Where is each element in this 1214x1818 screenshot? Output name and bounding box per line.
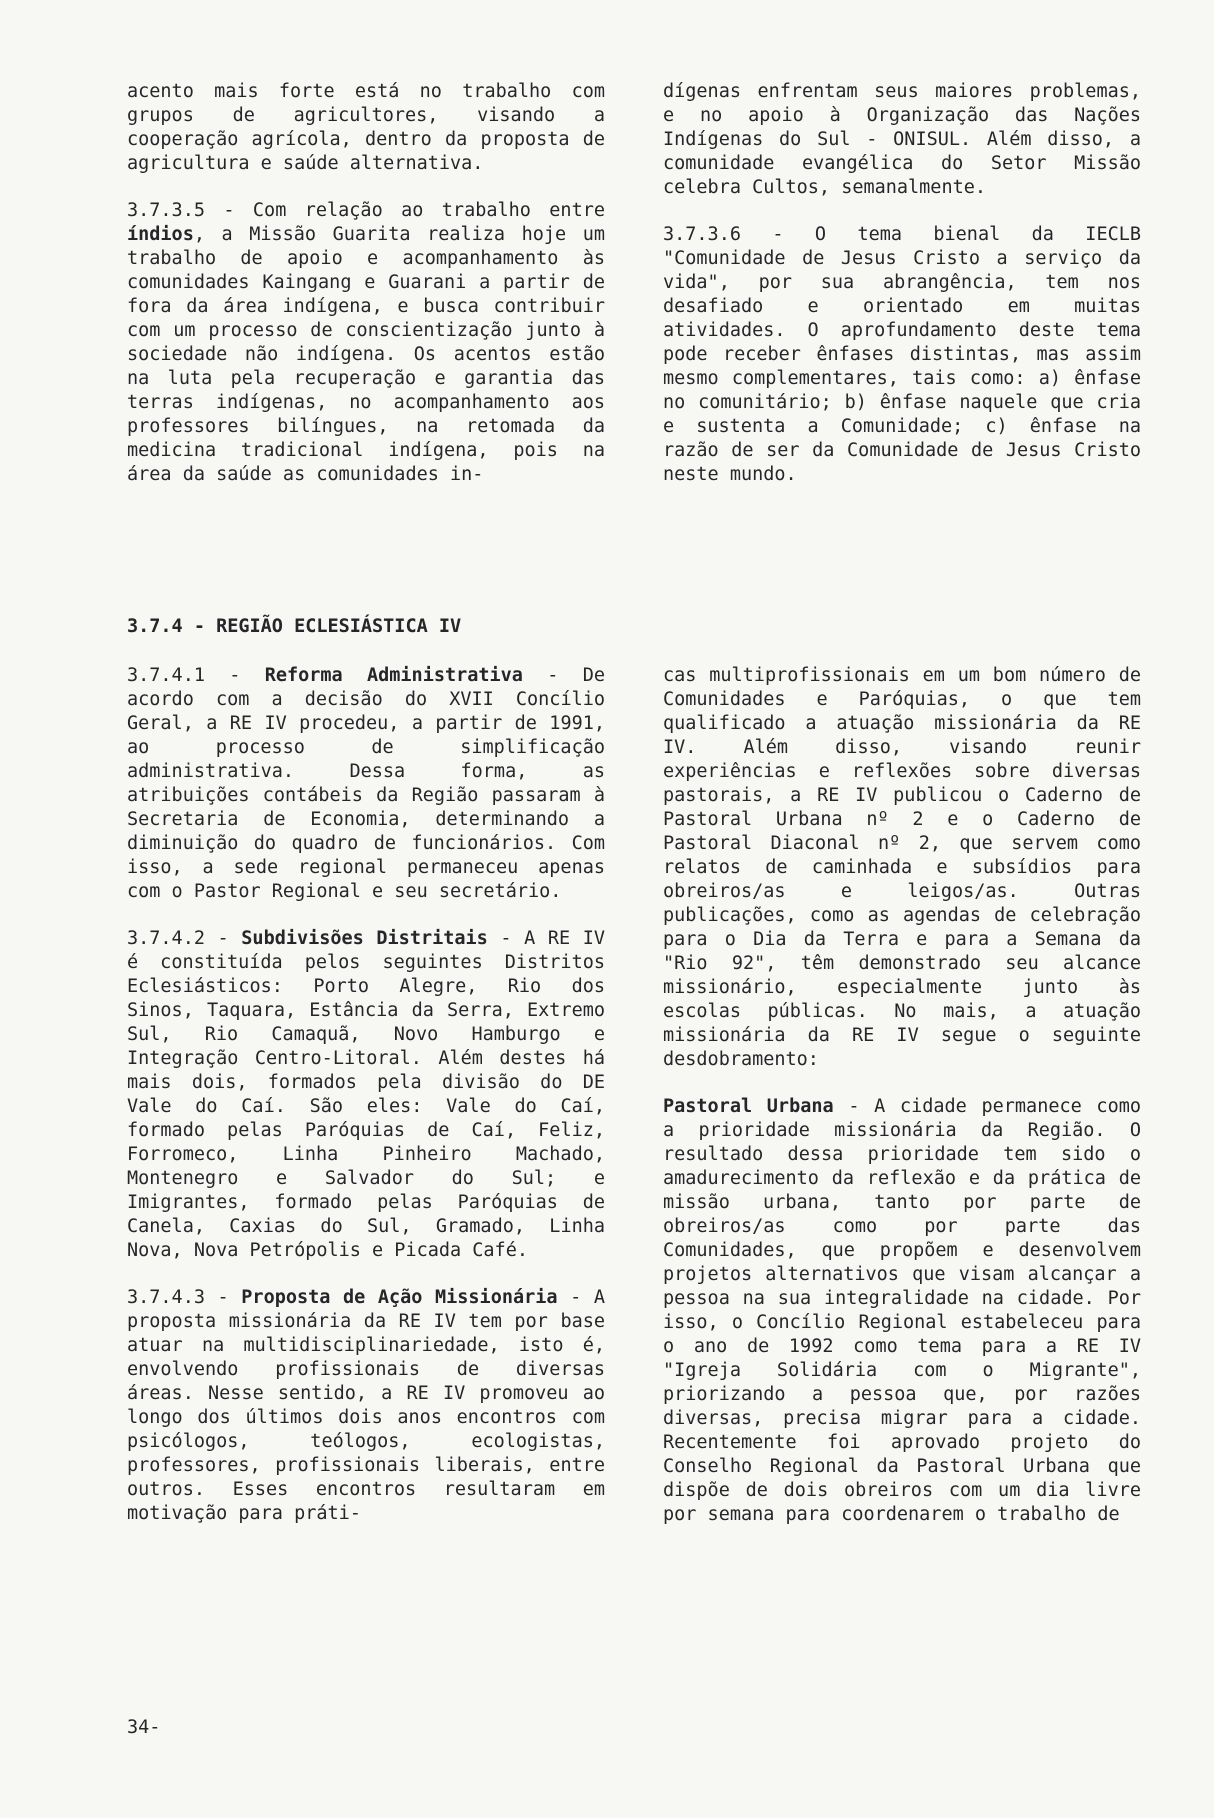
subsection-title-reforma: Reforma Administrativa <box>264 665 523 686</box>
subsection-title-subdivisoes: Subdivisões Distritais <box>241 928 488 949</box>
page-number: 34- <box>127 1717 161 1738</box>
section-number-3-7-4-1: 3.7.4.1 - <box>127 665 265 686</box>
section-number-3-7-4-3: 3.7.4.3 - <box>127 1287 242 1308</box>
paragraph-3-7-4-3 <box>127 1286 605 1526</box>
paragraph-pastoral-urbana <box>663 1095 1141 1527</box>
paragraph-3-7-3-5-text: , a Missão Guarita realiza hoje um trabalho de apoio e acompanhamento às comunidades Kaingang e Guarani a partir de fora da área indígena, e busca contribuir com um processo de conscientização junto à sociedade não indígena. Os acentos estão na luta pela recuperação e garantia das terras indígenas, no acompanhamento aos professores bilíngues, na retomada da medicina tradicional indígena, pois na área da saúde as comunidades in- <box>127 224 605 485</box>
subsection-title-pastoral-urbana: Pastoral Urbana <box>663 1096 834 1117</box>
bold-term-indios: índios <box>127 224 194 245</box>
paragraph-3-7-4-2-text: - A RE IV é constituída pelos seguintes Distritos Eclesiásticos: Porto Alegre, Rio dos Sinos, Taquara, Estância da Serra, Extremo Sul, Rio Camaquã, Novo Hamburgo e Integração Centro-Litoral. Além destes há mais dois, formados pela divisão do DE Vale do Caí. São eles: Vale do Caí, formado pelas Paróquias de Caí, Feliz, Forromeco, Linha Pinheiro Machado, Montenegro e Salvador do Sul; e Imigrantes, formado pelas Paróquias de Canela, Caxias do Sul, Gramado, Linha Nova, Nova Petrópolis e Picada Café. <box>127 928 605 1261</box>
paragraph-3-7-3-6: 3.7.3.6 - O tema bienal da IECLB "Comunidade de Jesus Cristo a serviço da vida", por sua abrangência, tem nos desafiado e orientado em muitas atividades. O aprofundamento deste tema pode receber ênfases distintas, mas assim mesmo complementares, tais como: a) ênfase no comunitário; b) ênfase naquele que cria e sustenta a Comunidade; c) ênfase na razão de ser da Comunidade de Jesus Cristo neste mundo. <box>663 224 1141 485</box>
paragraph-onisul: dígenas enfrentam seus maiores problemas, e no apoio à Organização das Nações Indígenas do Sul - ONISUL. Além disso, a comunidade evangélica do Setor Missão celebra Cultos, semanalmente. <box>663 81 1141 198</box>
section-heading-re-iv: 3.7.4 - REGIÃO ECLESIÁSTICA IV <box>127 616 462 637</box>
paragraph-3-7-4-2 <box>127 927 605 1263</box>
section-number-3-7-3-5: 3.7.3.5 - Com relação ao trabalho entre <box>127 200 605 221</box>
section-number-3-7-4-2: 3.7.4.2 - <box>127 928 242 949</box>
paragraph-3-7-3-5 <box>127 199 605 487</box>
paragraph-agriculture: acento mais forte está no trabalho com grupos de agricultores, visando a cooperação agrícola, dentro da proposta de agricultura e saúde alternativa. <box>127 81 605 174</box>
column-top-left <box>127 80 605 487</box>
column-top-right <box>663 80 1141 487</box>
paragraph-pastoral-urbana-text: - A cidade permanece como a prioridade missionária da Região. O resultado dessa prioridade tem sido o amadurecimento da reflexão e da prática de missão urbana, tanto por parte de obreiros/as como por parte das Comunidades, que propõem e desenvolvem projetos alternativos que visam alcançar a pessoa na sua integralidade na cidade. Por isso, o Concílio Regional estabeleceu para o ano de 1992 como tema para a RE IV "Igreja Solidária com o Migrante", priorizando a pessoa que, por razões diversas, precisa migrar para a cidade. Recentemente foi aprovado projeto do Conselho Regional da Pastoral Urbana que dispõe de dois obreiros com um dia livre por semana para coordenarem o trabalho de <box>663 1096 1141 1525</box>
column-bottom-right <box>663 664 1141 1527</box>
paragraph-3-7-4-1-text: - De acordo com a decisão do XVII Concílio Geral, a RE IV procedeu, a partir de 1991, ao processo de simplificação administrativa. Dessa forma, as atribuições contábeis da Região passaram à Secretaria de Economia, determinando a diminuição do quadro de funcionários. Com isso, a sede regional permaneceu apenas com o Pastor Regional e seu secretário. <box>127 665 605 902</box>
paragraph-3-7-4-3-text: - A proposta missionária da RE IV tem por base atuar na multidisciplinariedade, isto é, envolvendo profissionais de diversas áreas. Nesse sentido, a RE IV promoveu ao longo dos últimos dois anos encontros com psicólogos, teólogos, ecologistas, professores, profissionais liberais, entre outros. Esses encontros resultaram em motivação para práti- <box>127 1287 605 1524</box>
column-bottom-left <box>127 664 605 1526</box>
paragraph-multiprofissionais: cas multiprofissionais em um bom número de Comunidades e Paróquias, o que tem qualificado a atuação missionária da RE IV. Além disso, visando reunir experiências e reflexões sobre diversas pastorais, a RE IV publicou o Caderno de Pastoral Urbana nº 2 e o Caderno de Pastoral Diaconal nº 2, que servem como relatos de caminhada e subsídios para obreiros/as e leigos/as. Outras publicações, como as agendas de celebração para o Dia da Terra e para a Semana da "Rio 92", têm demonstrado seu alcance missionário, especialmente junto às escolas públicas. No mais, a atuação missionária da RE IV segue o seguinte desdobramento: <box>663 665 1141 1070</box>
subsection-title-proposta: Proposta de Ação Missionária <box>241 1287 558 1308</box>
paragraph-3-7-4-1 <box>127 664 605 904</box>
